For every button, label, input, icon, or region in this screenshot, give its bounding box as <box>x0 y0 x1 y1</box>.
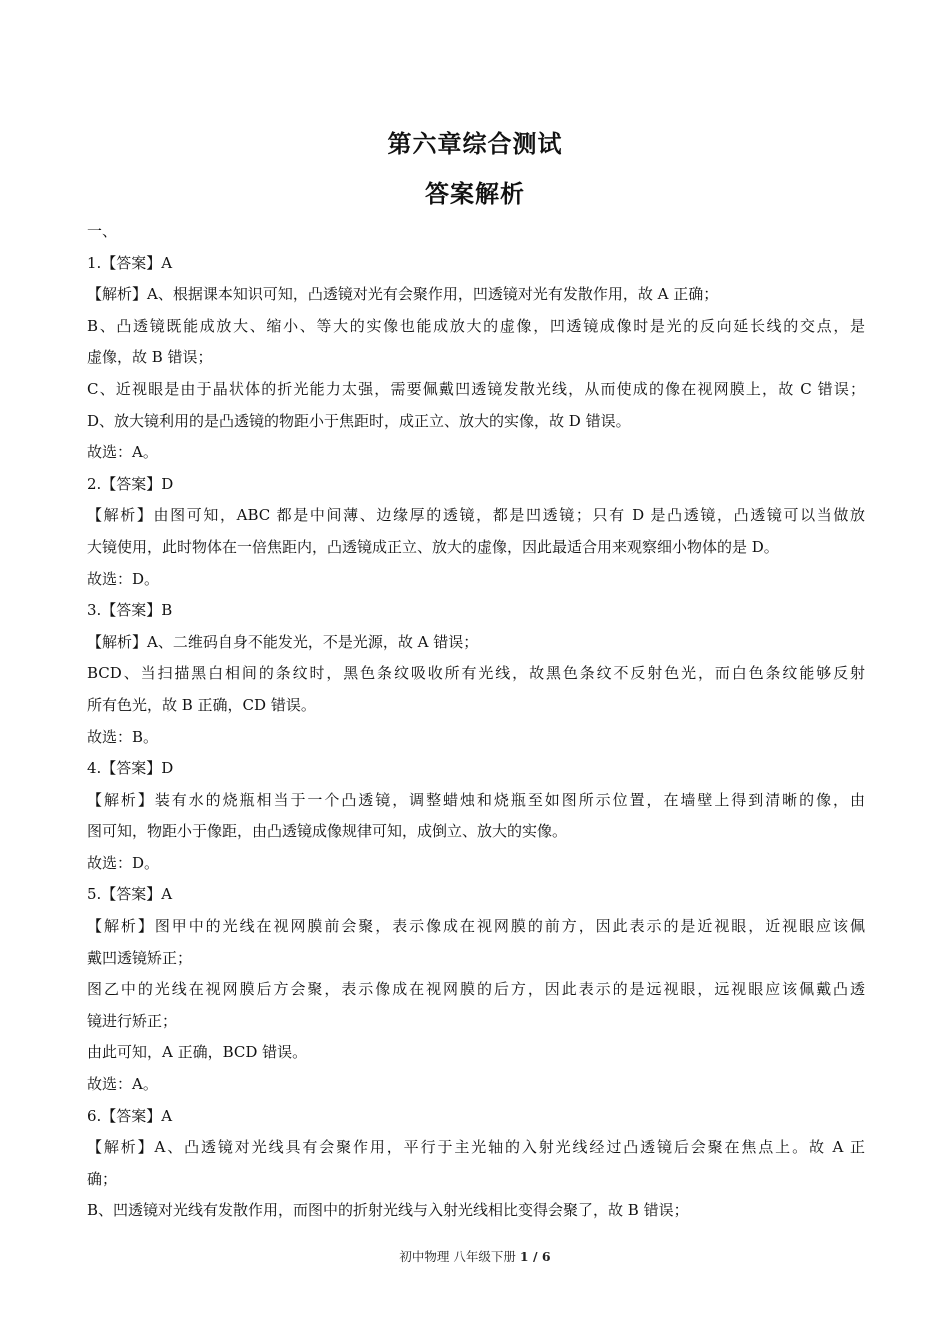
text-line: 一、 <box>87 222 118 240</box>
text-line: 【解析】A、凸透镜对光线具有会聚作用，平行于主光轴的入射光线经过凸透镜后会聚在焦点上。故 A 正 <box>87 1138 865 1157</box>
text-line: 故选：D。 <box>87 853 160 872</box>
text-line: C、近视眼是由于晶状体的折光能力太强，需要佩戴凹透镜发散光线，从而使成的像在视网膜上，故 C 错误； <box>87 379 865 398</box>
page-separator: / <box>528 1249 542 1264</box>
text-line: 故选：B。 <box>87 727 159 746</box>
text-line: 5.【答案】A <box>87 885 173 904</box>
text-line: 【解析】A、根据课本知识可知，凸透镜对光有会聚作用，凹透镜对光有发散作用，故 A 正确； <box>87 285 719 304</box>
text-line: D、放大镜利用的是凸透镜的物距小于焦距时，成正立、放大的实像，故 D 错误。 <box>87 411 631 430</box>
page-current: 1 <box>519 1249 529 1264</box>
text-line: 【解析】由图可知，ABC 都是中间薄、边缘厚的透镜，都是凹透镜；只有 D 是凸透镜，凸透镜可以当做放 <box>87 506 865 525</box>
text-line: 4.【答案】D <box>87 759 174 778</box>
text-line: 图乙中的光线在视网膜后方会聚，表示像成在视网膜的后方，因此表示的是远视眼，远视眼应该佩戴凸透 <box>87 980 865 999</box>
text-line: 确； <box>87 1169 118 1188</box>
text-line: 3.【答案】B <box>87 601 173 620</box>
text-line: 1.【答案】A <box>87 253 173 272</box>
text-line: 2.【答案】D <box>87 474 174 493</box>
footer-label: 初中物理 八年级下册 <box>399 1249 516 1264</box>
text-line: 故选：A。 <box>87 1075 158 1094</box>
text-line: 由此可知，A 正确，BCD 错误。 <box>87 1043 308 1062</box>
text-line: BCD、当扫描黑白相间的条纹时，黑色条纹吸收所有光线，故黑色条纹不反射色光，而白色条纹能够反射 <box>87 664 865 683</box>
text-line: 图可知，物距小于像距，由凸透镜成像规律可知，成倒立、放大的实像。 <box>87 822 568 841</box>
text-line: 戴凹透镜矫正； <box>87 948 193 967</box>
text-line: 6.【答案】A <box>87 1106 173 1125</box>
page-total: 6 <box>541 1249 551 1264</box>
page-footer <box>0 1247 950 1265</box>
document-subtitle: 答案解析 <box>425 180 525 208</box>
text-line: 【解析】A、二维码自身不能发光，不是光源，故 A 错误； <box>87 632 479 651</box>
text-line: B、凹透镜对光线有发散作用，而图中的折射光线与入射光线相比变得会聚了，故 B 错误； <box>87 1201 689 1220</box>
text-line: 所有色光，故 B 正确，CD 错误。 <box>87 695 316 714</box>
text-line: 【解析】图甲中的光线在视网膜前会聚，表示像成在视网膜的前方，因此表示的是近视眼，近视眼应该佩 <box>87 917 865 936</box>
text-line: 故选：D。 <box>87 569 160 588</box>
text-line: B、凸透镜既能成放大、缩小、等大的实像也能成放大的虚像，凹透镜成像时是光的反向延长线的交点，是 <box>87 316 865 335</box>
text-line: 大镜使用，此时物体在一倍焦距内，凸透镜成正立、放大的虚像，因此最适合用来观察细小物体的是 D。 <box>87 537 779 556</box>
text-line: 镜进行矫正； <box>87 1011 178 1030</box>
text-line: 虚像，故 B 错误； <box>87 348 213 367</box>
document-title: 第六章综合测试 <box>387 130 563 158</box>
text-line: 故选：A。 <box>87 443 158 462</box>
text-line: 【解析】装有水的烧瓶相当于一个凸透镜，调整蜡烛和烧瓶至如图所示位置，在墙壁上得到清晰的像，由 <box>87 790 865 809</box>
page-number <box>520 1249 551 1264</box>
answer-analysis-body <box>87 216 865 1227</box>
